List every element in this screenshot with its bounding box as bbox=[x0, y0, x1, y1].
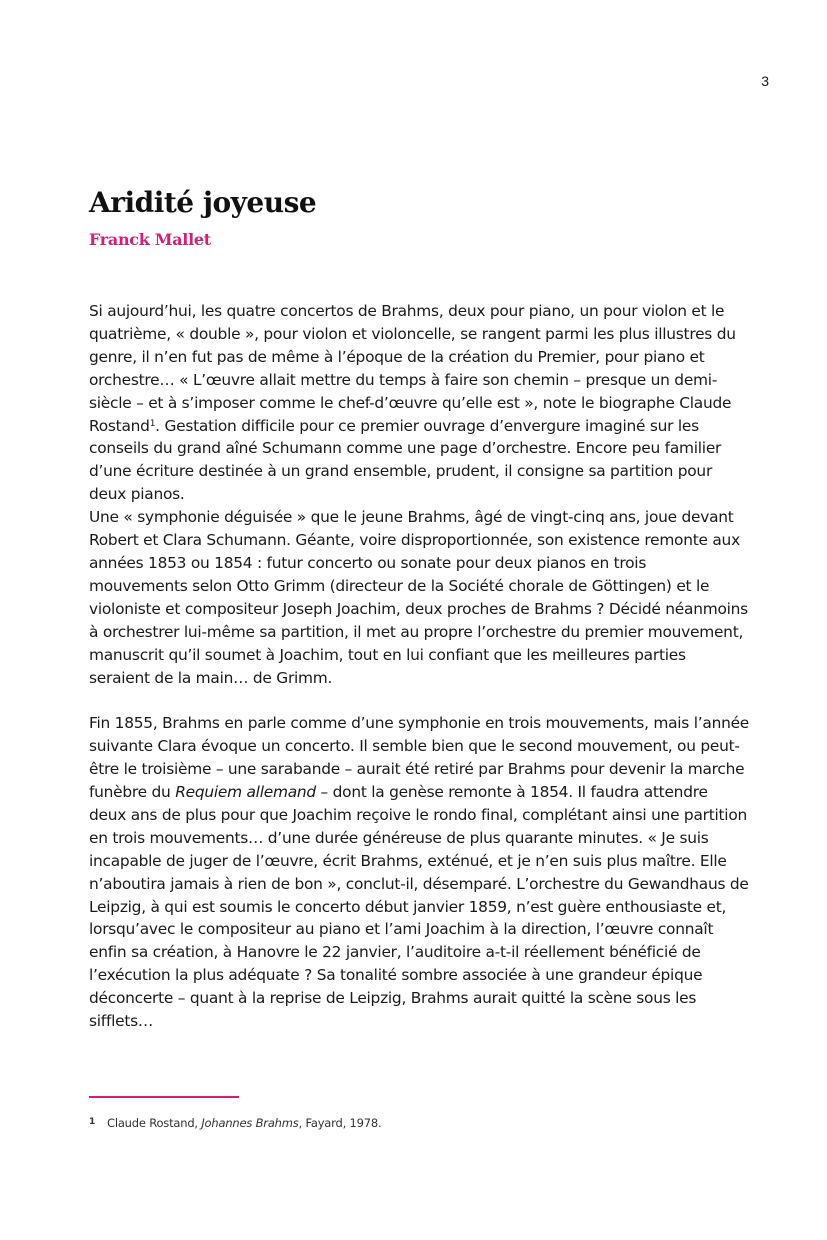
paragraph-2: Une « symphonie déguisée » que le jeune Brahms, âgé de vingt-cinq ans, joue devant Robert et Clara Schumann. Géante, voire disproportionnée, son existence remonte aux années 1853 ou 1854 : futur concerto ou sonate pour deux pianos en trois mouvements selon Otto Grimm (directeur de la Société chorale de Göttingen) et le violoniste et compositeur Joseph Joachim, deux proches de Brahms ? Décidé néanmoins à orchestrer lui-même sa partition, il met au propre l’orchestre du premier mouvement, manuscrit qu’il soumet à Joachim, tout en lui confiant que les meilleures parties seraient de la main… de Grimm. bbox=[89, 508, 748, 687]
article-author: Franck Mallet bbox=[89, 230, 211, 249]
article-body bbox=[89, 300, 749, 1033]
paragraph-3-continuation: – dont la genèse remonte à 1854. Il faudra attendre deux ans de plus pour que Joachim reçoive le rondo final, complétant ainsi une partition en trois mouvements… d’une durée généreuse de plus quarante minutes. « Je suis incapable de juger de l’œuvre, écrit Brahms, exténué, et je n’en suis plus maître. Elle n’aboutira jamais à rien de bon », conclut-il, désemparé. L’orchestre du Gewandhaus de Leipzig, à qui est soumis le concerto début janvier 1859, n’est guère enthousiaste et, lorsqu’avec le compositeur au piano et l’ami Joachim à la direction, l’œuvre connaît enfin sa création, à Hanovre le 22 janvier, l’auditoire a-t-il réellement bénéficié de l’exécution la plus adéquate ? Sa tonalité sombre associée à une grandeur épique déconcerte – quant à la reprise de Leipzig, Brahms aurait quitté la scène sous les sifflets… bbox=[89, 783, 749, 1031]
paragraph-3-text: Fin 1855, Brahms en parle comme d’une symphonie en trois mouvements, mais l’année suivante Clara évoque un concerto. Il semble bien que le second mouvement, ou peut-être le troisième – une sarabande – aurait été retiré par Brahms pour devenir la marche funèbre du bbox=[89, 714, 750, 802]
footnote-publisher: , Fayard, 1978. bbox=[298, 1116, 382, 1130]
page-number: 3 bbox=[761, 73, 769, 89]
footnote-number: 1 bbox=[89, 1117, 96, 1127]
footnote-book-title: Johannes Brahms bbox=[201, 1116, 299, 1130]
paragraph-1-text: Si aujourd’hui, les quatre concertos de Brahms, deux pour piano, un pour violon et le quatrième, « double », pour violon et violoncelle, se rangent parmi les plus illustres du genre, il n’en fut pas de même à l’époque de la création du Premier, pour piano et orchestre… « L’œuvre allait mettre du temps à faire son chemin – presque un demi-siècle – et à s’imposer comme le chef-d’œuvre qu’elle est », note le biographe Claude Rostand bbox=[89, 302, 736, 435]
paragraph-1 bbox=[89, 300, 749, 506]
paragraph-3 bbox=[89, 712, 749, 1033]
paragraph-1-continuation: . Gestation difficile pour ce premier ouvrage d’envergure imaginé sur les conseils du grand aîné Schumann comme une page d’orchestre. Encore peu familier d’une écriture destinée à un grand ensemble, prudent, il consigne sa partition pour deux pianos. bbox=[89, 416, 722, 504]
footnote-divider bbox=[89, 1096, 239, 1098]
footnote bbox=[89, 1116, 381, 1130]
work-title-italic: Requiem allemand bbox=[175, 783, 316, 802]
article-title: Aridité joyeuse bbox=[89, 186, 317, 219]
footnote-reference[interactable]: 1 bbox=[149, 418, 156, 429]
footnote-text: Claude Rostand, bbox=[107, 1116, 202, 1130]
